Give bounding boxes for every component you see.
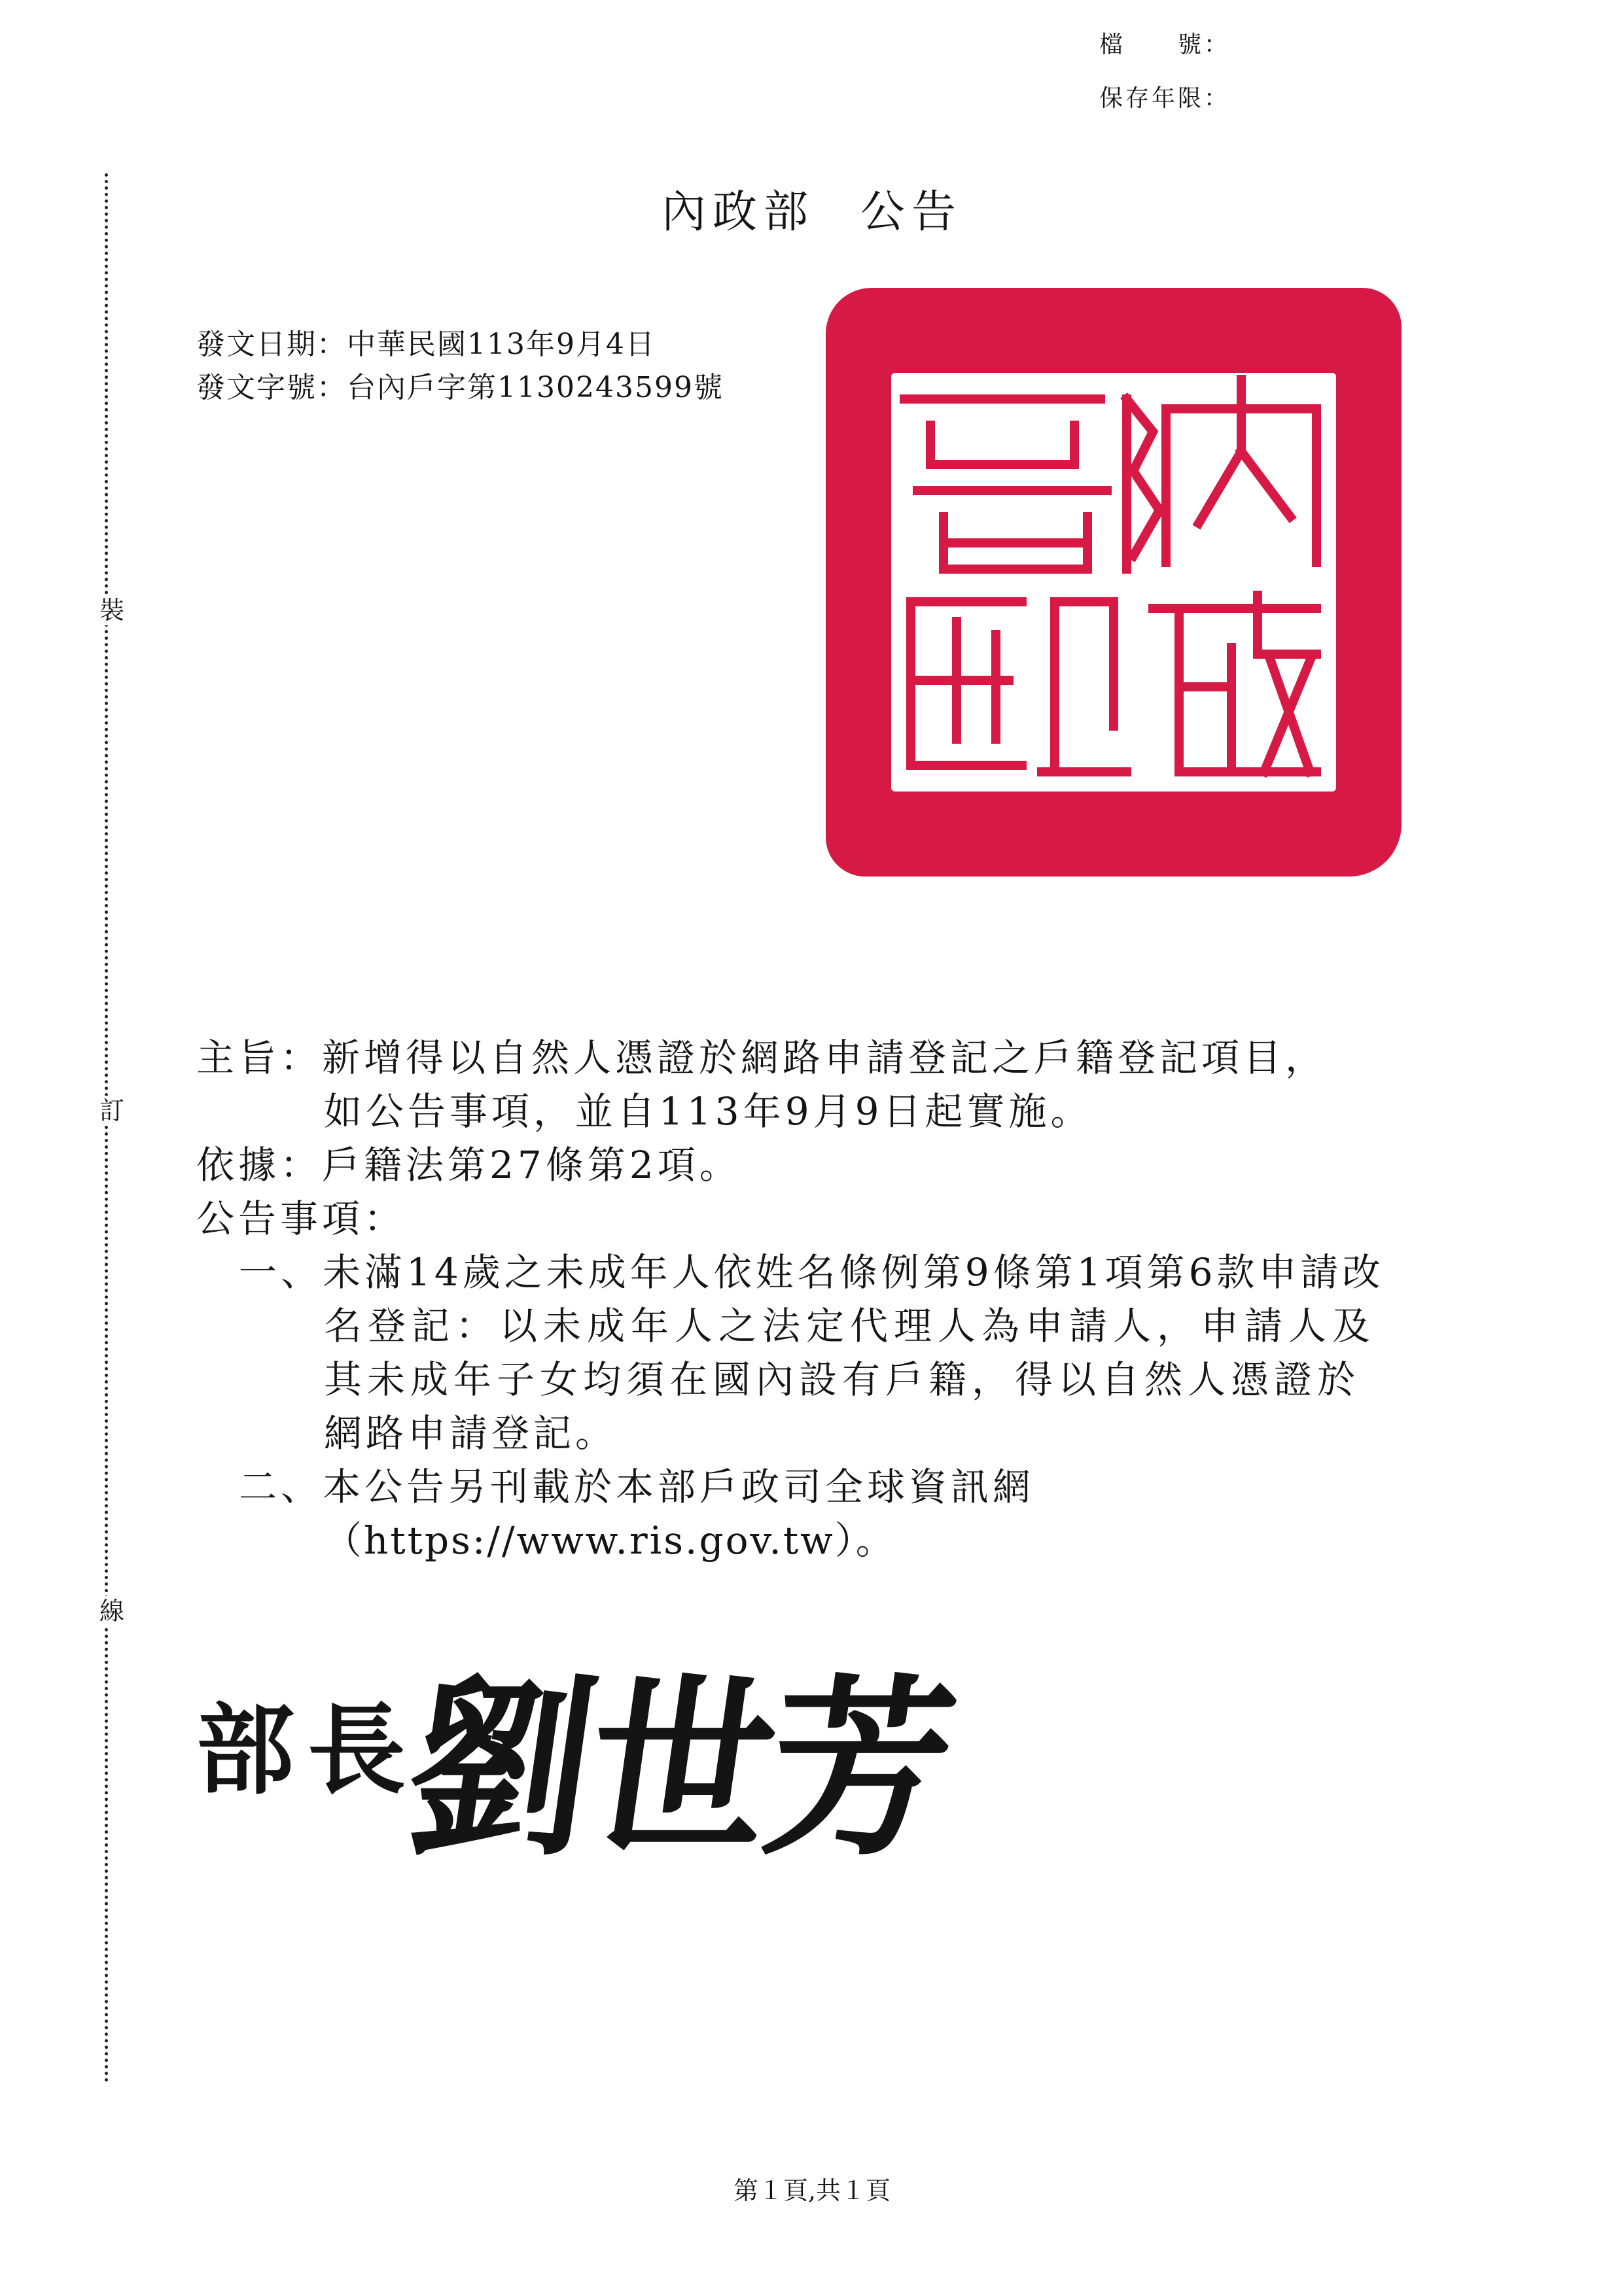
binding-mark-ding: 訂 bbox=[97, 1096, 127, 1126]
binding-mark-zhuang: 裝 bbox=[97, 595, 127, 625]
title-document-type: 公告 bbox=[860, 186, 963, 238]
page-title bbox=[0, 177, 1624, 240]
signatory-title: 部長 bbox=[196, 1693, 419, 1808]
issue-number: 發文字號：台內戶字第1130243599號 bbox=[196, 371, 724, 404]
announcement-item-2: 二、本公告另刊載於本部戶政司全球資訊網 bbox=[239, 1465, 1035, 1509]
archive-number-label: 檔 號： bbox=[1099, 31, 1231, 58]
announcement-item-1: 一、未滿14歲之未成年人依姓名條例第9條第1項第6款申請改 bbox=[239, 1250, 1385, 1295]
title-organization: 內政部 bbox=[661, 186, 815, 238]
legal-basis: 依據：戶籍法第27條第2項。 bbox=[196, 1143, 741, 1187]
announcement-item-2-url: （https://www.ris.gov.tw）。 bbox=[324, 1518, 896, 1563]
issue-date: 發文日期：中華民國113年9月4日 bbox=[196, 328, 656, 361]
announcement-heading: 公告事項： bbox=[196, 1196, 406, 1241]
binding-dotted-line bbox=[105, 173, 108, 2083]
binding-mark-xian: 線 bbox=[97, 1596, 127, 1626]
announcement-item-1-cont: 其未成年子女均須在國內設有戶籍，得以自然人憑證於 bbox=[324, 1357, 1361, 1402]
announcement-item-1-cont: 網路申請登記。 bbox=[324, 1411, 618, 1455]
seal-face bbox=[891, 373, 1336, 791]
subject-line-cont: 如公告事項，並自113年9月9日起實施。 bbox=[324, 1089, 1093, 1134]
retention-period-label: 保存年限： bbox=[1099, 85, 1231, 112]
seal-glyphs bbox=[891, 373, 1336, 791]
official-seal bbox=[826, 288, 1402, 877]
subject-line: 主旨：新增得以自然人憑證於網路申請登記之戶籍登記項目， bbox=[196, 1035, 1328, 1080]
signatory-signature: 劉世芳 bbox=[394, 1656, 964, 1883]
announcement-item-1-cont: 名登記：以未成年人之法定代理人為申請人，申請人及 bbox=[324, 1304, 1377, 1348]
page-number: 第１頁,共１頁 bbox=[733, 2176, 891, 2205]
